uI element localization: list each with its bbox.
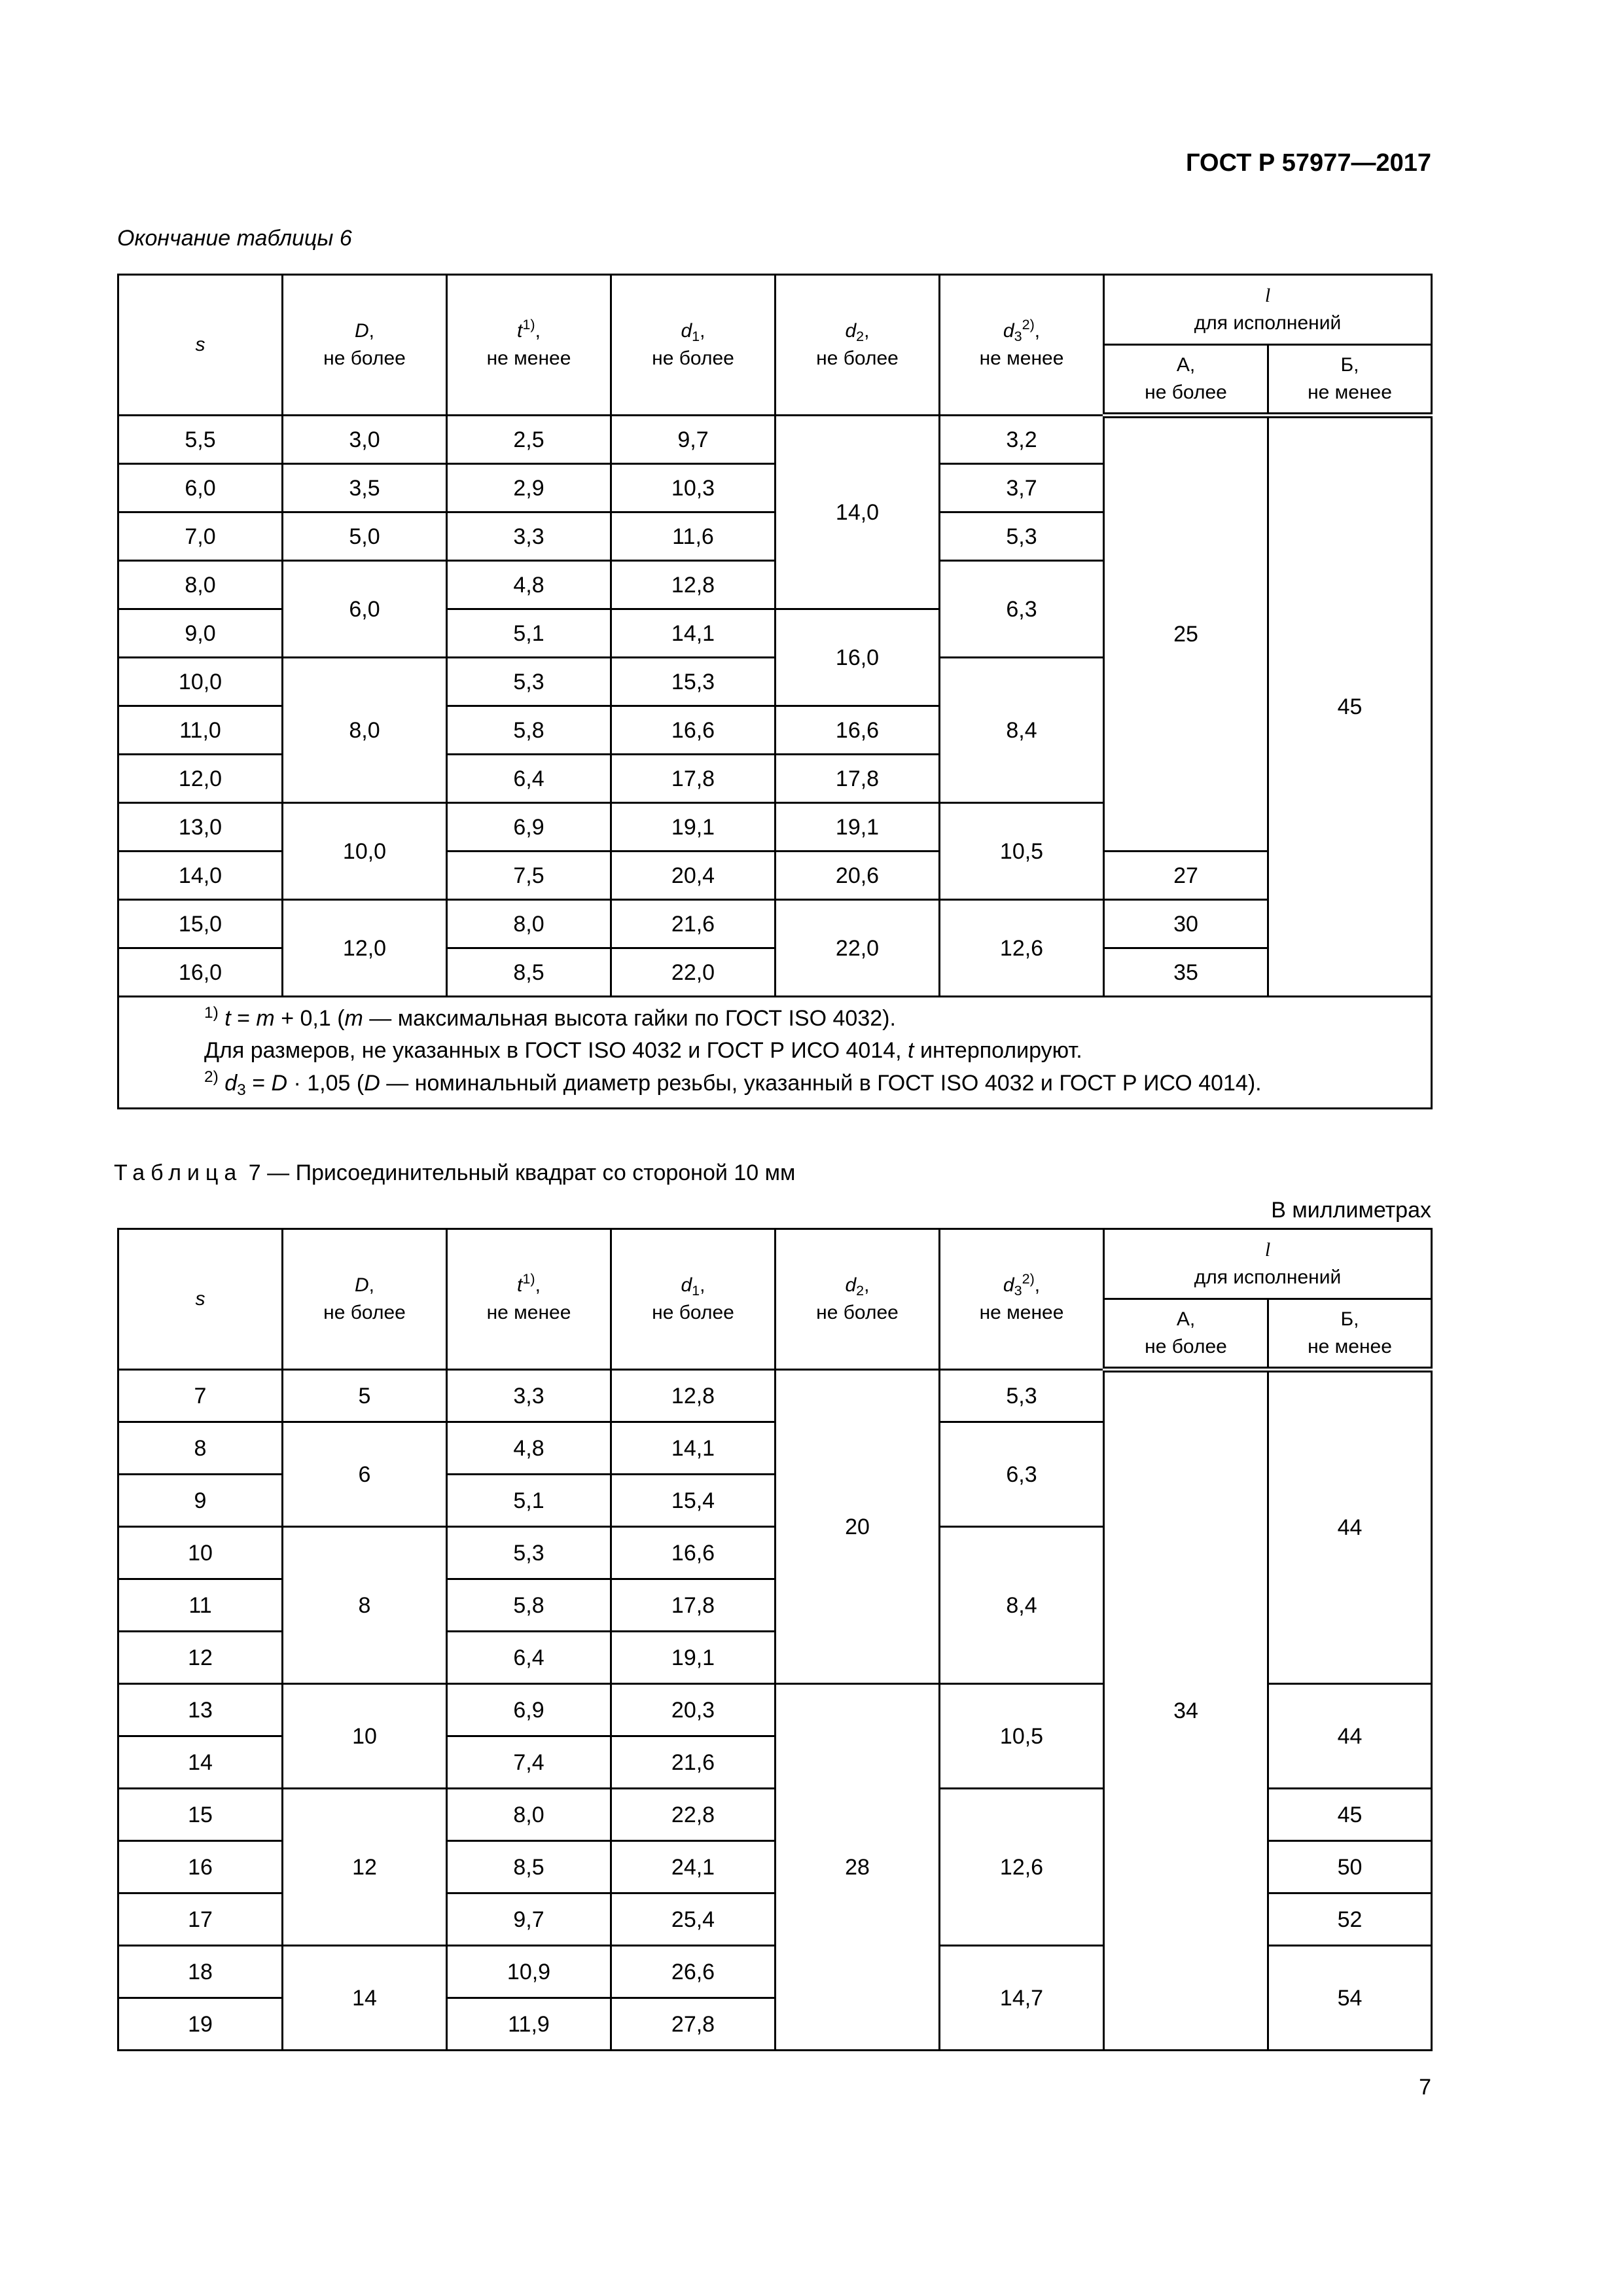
cell-d1: 25,4 [611,1893,776,1946]
cell-t: 7,4 [447,1736,611,1789]
cell-s: 17 [118,1893,283,1946]
cell-t: 8,5 [447,948,611,997]
footnote-1-line-2: Для размеров, не указанных в ГОСТ ISO 4032 и ГОСТ Р ИСО 4014, t интерполируют. [204,1038,1082,1064]
cell-lA: 30 [1104,900,1268,948]
table6-header-row-1 [118,275,1432,345]
cell-d1: 21,6 [611,1736,776,1789]
header-l-B: Б, не менее [1268,1299,1432,1370]
table7-header-row-1 [118,1229,1432,1299]
page-number: 7 [1419,2075,1431,2100]
cell-s: 16,0 [118,948,283,997]
cell-d1: 12,8 [611,561,776,609]
table6-notes-row [118,997,1432,1109]
cell-t: 2,9 [447,464,611,512]
cell-lB: 52 [1268,1893,1432,1946]
cell-D: 3,5 [283,464,447,512]
cell-s: 13,0 [118,803,283,852]
cell-s: 19 [118,1998,283,2051]
cell-d3: 8,4 [940,1527,1104,1684]
cell-t: 2,5 [447,416,611,464]
cell-lB: 44 [1268,1684,1432,1789]
header-D: D, не более [283,1229,447,1370]
header-d2: $d_2$, не более [776,275,940,416]
cell-d1: 10,3 [611,464,776,512]
cell-d2: 19,1 [776,803,940,852]
cell-s: 8 [118,1422,283,1475]
cell-s: 18 [118,1946,283,1998]
cell-s: 15 [118,1789,283,1841]
cell-d3: 12,6 [940,900,1104,997]
cell-D: 5,0 [283,512,447,561]
cell-s: 15,0 [118,900,283,948]
table-row [118,900,1432,948]
cell-lB: 54 [1268,1946,1432,2051]
cell-d3: 3,7 [940,464,1104,512]
cell-d2: 22,0 [776,900,940,997]
cell-d1: 19,1 [611,803,776,852]
cell-d3: 10,5 [940,803,1104,900]
cell-s: 11,0 [118,706,283,755]
cell-d2: 16,6 [776,706,940,755]
cell-d3: 5,3 [940,512,1104,561]
cell-d1: 20,4 [611,852,776,900]
cell-d1: 15,3 [611,658,776,706]
cell-D: 6 [283,1422,447,1527]
cell-d2: 20 [776,1370,940,1684]
cell-s: 10 [118,1527,283,1579]
cell-d2: 16,0 [776,609,940,706]
cell-d1: 19,1 [611,1632,776,1684]
cell-D: 8 [283,1527,447,1684]
cell-d2: 28 [776,1684,940,2051]
cell-t: 6,9 [447,803,611,852]
cell-d1: 14,1 [611,1422,776,1475]
cell-D: 12,0 [283,900,447,997]
cell-t: 11,9 [447,1998,611,2051]
cell-t: 5,1 [447,609,611,658]
cell-t: 5,1 [447,1475,611,1527]
cell-s: 16 [118,1841,283,1893]
footnote-2: $^{2)}$ $d_3 = D \cdot 1,05$ (D — номинальный диаметр резьбы, указанный в ГОСТ ISO 4032 и ГОСТ Р ИСО 4014). [204,1068,1262,1099]
cell-lB: 50 [1268,1841,1432,1893]
cell-t: 10,9 [447,1946,611,1998]
cell-D: 3,0 [283,416,447,464]
cell-d1: 22,0 [611,948,776,997]
header-s: s [118,275,283,416]
header-d2: $d_2$, не более [776,1229,940,1370]
cell-t: 5,8 [447,706,611,755]
cell-d1: 17,8 [611,755,776,803]
cell-lB: 45 [1268,416,1432,997]
header-l-A: А, не более [1104,1299,1268,1370]
table-row [118,1370,1432,1422]
cell-t: 3,3 [447,512,611,561]
cell-s: 12,0 [118,755,283,803]
cell-s: 7,0 [118,512,283,561]
cell-t: 4,8 [447,1422,611,1475]
cell-d1: 15,4 [611,1475,776,1527]
table6-caption: Окончание таблицы 6 [117,226,352,251]
cell-s: 9 [118,1475,283,1527]
cell-D: 14 [283,1946,447,2051]
header-d3: $d_3^{2)}$, не менее [940,1229,1104,1370]
cell-d2: 14,0 [776,416,940,609]
cell-d3: 8,4 [940,658,1104,803]
table6 [117,274,1433,1109]
cell-t: 6,4 [447,1632,611,1684]
document-number: ГОСТ Р 57977—2017 [1186,149,1431,177]
cell-D: 5 [283,1370,447,1422]
cell-s: 13 [118,1684,283,1736]
header-s: s [118,1229,283,1370]
header-l-A: А, не более [1104,345,1268,416]
cell-t: 8,0 [447,900,611,948]
cell-lB: 44 [1268,1370,1432,1684]
table7-caption: Таблица 7 — Присоединительный квадрат со стороной 10 мм [114,1160,796,1185]
header-l: l для исполнений [1104,1229,1432,1299]
cell-d2: 17,8 [776,755,940,803]
cell-lA: 25 [1104,416,1268,852]
header-l-B: Б, не менее [1268,345,1432,416]
cell-d1: 16,6 [611,1527,776,1579]
cell-d1: 20,3 [611,1684,776,1736]
cell-D: 12 [283,1789,447,1946]
cell-t: 5,8 [447,1579,611,1632]
cell-d3: 14,7 [940,1946,1104,2051]
cell-d1: 14,1 [611,609,776,658]
cell-d3: 12,6 [940,1789,1104,1946]
cell-s: 8,0 [118,561,283,609]
cell-t: 4,8 [447,561,611,609]
cell-t: 6,4 [447,755,611,803]
cell-d1: 11,6 [611,512,776,561]
cell-lA: 35 [1104,948,1268,997]
cell-s: 6,0 [118,464,283,512]
header-d1: $d_1$, не более [611,275,776,416]
cell-d1: 16,6 [611,706,776,755]
cell-t: 3,3 [447,1370,611,1422]
cell-D: 10,0 [283,803,447,900]
cell-s: 5,5 [118,416,283,464]
table7 [117,1228,1433,2051]
cell-d3: 5,3 [940,1370,1104,1422]
header-d3: $d_3^{2)}$, не менее [940,275,1104,416]
cell-D: 6,0 [283,561,447,658]
cell-d3: 10,5 [940,1684,1104,1789]
cell-t: 8,5 [447,1841,611,1893]
header-l: l для исполнений [1104,275,1432,345]
cell-d2: 20,6 [776,852,940,900]
cell-d3: 3,2 [940,416,1104,464]
cell-d3: 6,3 [940,1422,1104,1527]
cell-d1: 12,8 [611,1370,776,1422]
cell-d1: 17,8 [611,1579,776,1632]
cell-lA: 34 [1104,1370,1268,2051]
cell-d1: 21,6 [611,900,776,948]
cell-t: 5,3 [447,1527,611,1579]
table-row [118,416,1432,464]
table6-footnotes [118,997,1432,1109]
cell-s: 14,0 [118,852,283,900]
header-t: $t^{1)}$, не менее [447,1229,611,1370]
header-D: D, не более [283,275,447,416]
cell-t: 9,7 [447,1893,611,1946]
cell-d3: 6,3 [940,561,1104,658]
header-d1: $d_1$, не более [611,1229,776,1370]
cell-d1: 27,8 [611,1998,776,2051]
cell-s: 12 [118,1632,283,1684]
cell-t: 7,5 [447,852,611,900]
footnote-1-line-1: $^{1)}$ t = m + 0,1 (m — максимальная высота гайки по ГОСТ ISO 4032). [204,1003,896,1031]
cell-s: 10,0 [118,658,283,706]
header-t: $t^{1)}$, не менее [447,275,611,416]
cell-lA: 27 [1104,852,1268,900]
cell-lB: 45 [1268,1789,1432,1841]
cell-s: 11 [118,1579,283,1632]
cell-t: 5,3 [447,658,611,706]
cell-d1: 26,6 [611,1946,776,1998]
cell-s: 14 [118,1736,283,1789]
cell-s: 9,0 [118,609,283,658]
cell-D: 10 [283,1684,447,1789]
cell-s: 7 [118,1370,283,1422]
cell-D: 8,0 [283,658,447,803]
cell-d1: 24,1 [611,1841,776,1893]
cell-d1: 9,7 [611,416,776,464]
cell-t: 6,9 [447,1684,611,1736]
table7-units: В миллиметрах [1271,1198,1431,1223]
cell-d1: 22,8 [611,1789,776,1841]
cell-t: 8,0 [447,1789,611,1841]
